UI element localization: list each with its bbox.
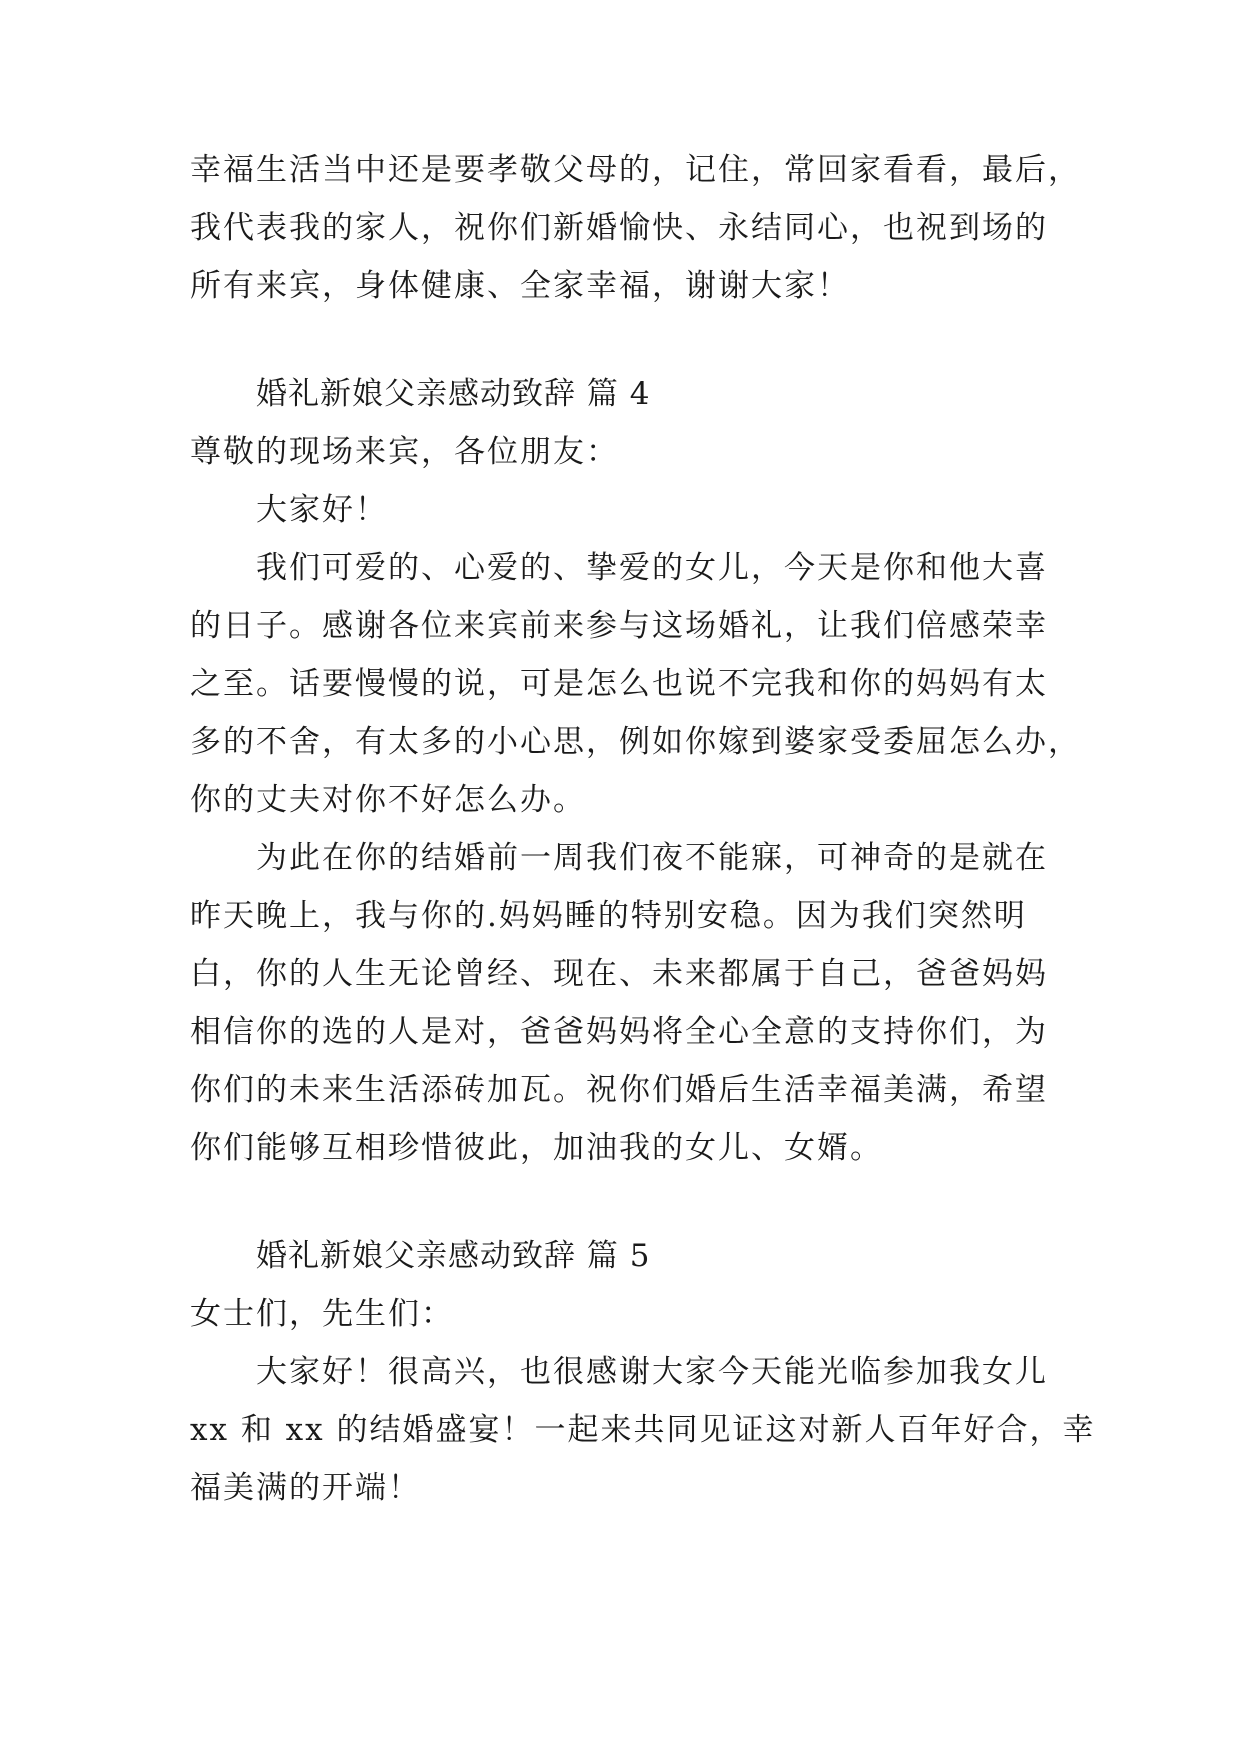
section-heading: 婚礼新娘父亲感动致辞 篇 5 — [256, 1238, 651, 1274]
paragraph-line: 为此在你的结婚前一周我们夜不能寐，可神奇的是就在 — [256, 840, 1048, 876]
paragraph-line: 昨天晚上，我与你的.妈妈睡的特别安稳。因为我们突然明 — [190, 898, 1027, 934]
paragraph-line: 相信你的选的人是对，爸爸妈妈将全心全意的支持你们，为 — [190, 1014, 1048, 1050]
salutation: 尊敬的现场来宾，各位朋友： — [190, 434, 619, 470]
paragraph-line: 幸福生活当中还是要孝敬父母的，记住，常回家看看，最后， — [190, 152, 1081, 188]
paragraph-line: xx 和 xx 的结婚盛宴！一起来共同见证这对新人百年好合，幸 — [190, 1412, 1096, 1448]
salutation: 女士们，先生们： — [190, 1296, 454, 1332]
paragraph-line: 你的丈夫对你不好怎么办。 — [190, 782, 586, 818]
paragraph-line: 多的不舍，有太多的小心思，例如你嫁到婆家受委屈怎么办， — [190, 724, 1081, 760]
section-heading: 婚礼新娘父亲感动致辞 篇 4 — [256, 376, 651, 412]
paragraph-line: 的日子。感谢各位来宾前来参与这场婚礼，让我们倍感荣幸 — [190, 608, 1048, 644]
paragraph-line: 我们可爱的、心爱的、挚爱的女儿，今天是你和他大喜 — [256, 550, 1048, 586]
paragraph-line: 之至。话要慢慢的说，可是怎么也说不完我和你的妈妈有太 — [190, 666, 1048, 702]
greeting: 大家好！ — [256, 492, 388, 528]
paragraph-line: 白，你的人生无论曾经、现在、未来都属于自己，爸爸妈妈 — [190, 956, 1048, 992]
paragraph-line: 福美满的开端！ — [190, 1470, 421, 1506]
paragraph-line: 你们能够互相珍惜彼此，加油我的女儿、女婿。 — [190, 1130, 883, 1166]
paragraph-line: 所有来宾，身体健康、全家幸福，谢谢大家！ — [190, 268, 850, 304]
paragraph-line: 大家好！很高兴，也很感谢大家今天能光临参加我女儿 — [256, 1354, 1048, 1390]
paragraph-line: 我代表我的家人，祝你们新婚愉快、永结同心，也祝到场的 — [190, 210, 1048, 246]
paragraph-line: 你们的未来生活添砖加瓦。祝你们婚后生活幸福美满，希望 — [190, 1072, 1048, 1108]
